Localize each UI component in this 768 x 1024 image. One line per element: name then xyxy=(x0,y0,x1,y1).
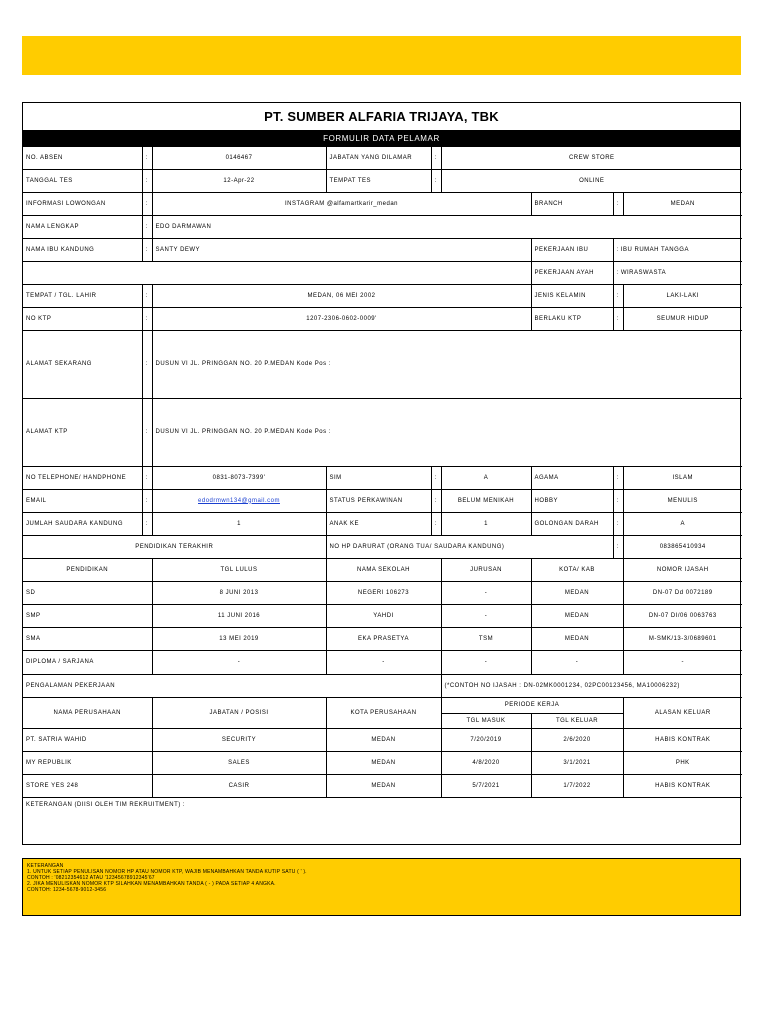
no-absen-value: 0146467 xyxy=(152,147,326,169)
informasi-label: INFORMASI LOWONGAN xyxy=(23,192,142,215)
end-date-header: TGL KELUAR xyxy=(531,713,623,728)
colon: : xyxy=(613,489,623,512)
school-name: EKA PRASETYA xyxy=(326,628,441,651)
city-header: KOTA PERUSAHAAN xyxy=(326,697,441,728)
position-header: JABATAN / POSISI xyxy=(152,697,326,728)
colon: : xyxy=(431,169,441,192)
period-header: PERIODE KERJA xyxy=(441,697,623,713)
city: MEDAN xyxy=(531,582,623,605)
table-row xyxy=(23,651,742,674)
city: MEDAN xyxy=(531,628,623,651)
end-date: 2/6/2020 xyxy=(531,728,623,751)
education-header: PENDIDIKAN xyxy=(23,559,152,582)
no-ktp-label: NO KTP xyxy=(23,307,142,330)
jenis-kelamin-value: LAKI-LAKI xyxy=(623,284,742,307)
graduation-date: 13 MEI 2019 xyxy=(152,628,326,651)
instructions-title: KETERANGAN xyxy=(27,863,64,869)
school-name: NEGERI 106273 xyxy=(326,582,441,605)
email-cell xyxy=(152,489,326,512)
anak-ke-label: ANAK KE xyxy=(326,512,431,535)
table-row xyxy=(23,728,742,751)
job-position: SALES xyxy=(152,751,326,774)
email-label: EMAIL xyxy=(23,489,142,512)
berlaku-ktp-value: SEUMUR HIDUP xyxy=(623,307,742,330)
pekerjaan-ayah-label: PEKERJAAN AYAH xyxy=(531,261,613,284)
applicant-form xyxy=(22,102,741,845)
end-date: 3/1/2021 xyxy=(531,751,623,774)
no-absen-label: NO. ABSEN xyxy=(23,147,142,169)
tanggal-tes-label: TANGGAL TES xyxy=(23,169,142,192)
instruction-line: 1. UNTUK SETIAP PENULISAN NOMOR HP ATAU NOMOR KTP, WAJIB MENAMBAHKAN TANDA KUTIP SATU ( ' ). xyxy=(27,869,307,875)
berlaku-ktp-label: BERLAKU KTP xyxy=(531,307,613,330)
start-date: 7/20/2019 xyxy=(441,728,531,751)
colon: : xyxy=(142,489,152,512)
education-header: NOMOR IJASAH xyxy=(623,559,742,582)
education-header: NAMA SEKOLAH xyxy=(326,559,441,582)
colon: : xyxy=(431,466,441,489)
pendidikan-terakhir-label: PENDIDIKAN TERAKHIR xyxy=(23,535,326,558)
alamat-sekarang-label: ALAMAT SEKARANG xyxy=(23,330,142,398)
jabatan-value: CREW STORE xyxy=(441,147,742,169)
company-city: MEDAN xyxy=(326,751,441,774)
job-position: CASIR xyxy=(152,774,326,797)
colon: : xyxy=(613,192,623,215)
leave-reason: PHK xyxy=(623,751,742,774)
certificate-example-note: (*CONTOH NO IJASAH : DN-02MK0001234, 02PC00123456, MA10006232) xyxy=(441,674,742,697)
colon: : xyxy=(142,238,152,261)
hobby-value: MENULIS xyxy=(623,489,742,512)
tempat-tes-label: TEMPAT TES xyxy=(326,169,431,192)
job-position: SECURITY xyxy=(152,728,326,751)
company-city: MEDAN xyxy=(326,728,441,751)
colon: : xyxy=(431,147,441,169)
table-row xyxy=(23,605,742,628)
education-header: JURUSAN xyxy=(441,559,531,582)
colon: : xyxy=(613,307,623,330)
colon: : xyxy=(142,307,152,330)
ibu-kandung-value: SANTY DEWY xyxy=(152,238,531,261)
company-header: NAMA PERUSAHAAN xyxy=(23,697,152,728)
education-table xyxy=(23,558,742,674)
table-row xyxy=(23,628,742,651)
major: - xyxy=(441,651,531,674)
no-ktp-value: 1207-2306-0602-0009' xyxy=(152,307,531,330)
pekerjaan-ayah-value: : WIRASWASTA xyxy=(613,261,742,284)
ttl-label: TEMPAT / TGL. LAHIR xyxy=(23,284,142,307)
pekerjaan-ibu-label: PEKERJAAN IBU xyxy=(531,238,613,261)
anak-ke-value: 1 xyxy=(441,512,531,535)
certificate-number: - xyxy=(623,651,742,674)
end-date: 1/7/2022 xyxy=(531,774,623,797)
graduation-date: - xyxy=(152,651,326,674)
school-name: YAHDI xyxy=(326,605,441,628)
applicant-data-table xyxy=(23,147,742,558)
start-date-header: TGL MASUK xyxy=(441,713,531,728)
alamat-sekarang-value: DUSUN VI JL. PRINGGAN NO. 20 P.MEDAN Kode Pos : xyxy=(152,330,742,398)
pekerjaan-ibu-value: : IBU RUMAH TANGGA xyxy=(613,238,742,261)
blank-cell xyxy=(23,261,531,284)
certificate-number: M-SMK/13-3/0689601 xyxy=(623,628,742,651)
telepon-value: 0831-8073-7399' xyxy=(152,466,326,489)
colon: : xyxy=(142,192,152,215)
major: - xyxy=(441,582,531,605)
education-level: SMP xyxy=(23,605,152,628)
telepon-label: NO TELEPHONE/ HANDPHONE xyxy=(23,466,142,489)
education-header: KOTA/ KAB xyxy=(531,559,623,582)
form-title: FORMULIR DATA PELAMAR xyxy=(23,131,740,147)
company-name: PT. SATRIA WAHID xyxy=(23,728,152,751)
colon: : xyxy=(613,512,623,535)
gol-darah-label: GOLONGAN DARAH xyxy=(531,512,613,535)
ibu-kandung-label: NAMA IBU KANDUNG xyxy=(23,238,142,261)
recruitment-notes-field: KETERANGAN (DIISI OLEH TIM REKRUITMENT) : xyxy=(23,797,742,844)
colon: : xyxy=(613,466,623,489)
ttl-value: MEDAN, 06 MEI 2002 xyxy=(152,284,531,307)
alamat-ktp-value: DUSUN VI JL. PRINGGAN NO. 20 P.MEDAN Kode Pos : xyxy=(152,398,742,466)
colon: : xyxy=(142,466,152,489)
top-banner xyxy=(22,36,741,75)
agama-value: ISLAM xyxy=(623,466,742,489)
agama-label: AGAMA xyxy=(531,466,613,489)
colon: : xyxy=(431,489,441,512)
city: MEDAN xyxy=(531,605,623,628)
graduation-date: 11 JUNI 2016 xyxy=(152,605,326,628)
instructions-box xyxy=(22,858,741,916)
city: - xyxy=(531,651,623,674)
tanggal-tes-value: 12-Apr-22 xyxy=(152,169,326,192)
colon: : xyxy=(613,284,623,307)
education-header-row xyxy=(23,559,742,582)
start-date: 4/8/2020 xyxy=(441,751,531,774)
hobby-label: HOBBY xyxy=(531,489,613,512)
colon: : xyxy=(142,147,152,169)
leave-reason: HABIS KONTRAK xyxy=(623,774,742,797)
table-row xyxy=(23,582,742,605)
company-name: STORE YES 248 xyxy=(23,774,152,797)
company-name: MY REPUBLIK xyxy=(23,751,152,774)
nama-value: EDO DARMAWAN xyxy=(152,215,742,238)
major: TSM xyxy=(441,628,531,651)
jenis-kelamin-label: JENIS KELAMIN xyxy=(531,284,613,307)
colon: : xyxy=(142,169,152,192)
major: - xyxy=(441,605,531,628)
saudara-value: 1 xyxy=(152,512,326,535)
education-level: SD xyxy=(23,582,152,605)
tempat-tes-value: ONLINE xyxy=(441,169,742,192)
colon: : xyxy=(142,512,152,535)
colon: : xyxy=(142,330,152,398)
certificate-number: DN-07 Dd 0072189 xyxy=(623,582,742,605)
hp-darurat-label: NO HP DARURAT (ORANG TUA/ SAUDARA KANDUNG) xyxy=(326,535,613,558)
status-value: BELUM MENIKAH xyxy=(441,489,531,512)
jabatan-label: JABATAN YANG DILAMAR xyxy=(326,147,431,169)
company-city: MEDAN xyxy=(326,774,441,797)
colon: : xyxy=(142,398,152,466)
education-header: TGL LULUS xyxy=(152,559,326,582)
start-date: 5/7/2021 xyxy=(441,774,531,797)
certificate-number: DN-07 DI/06 0063763 xyxy=(623,605,742,628)
colon: : xyxy=(431,512,441,535)
graduation-date: 8 JUNI 2013 xyxy=(152,582,326,605)
table-row xyxy=(23,751,742,774)
alamat-ktp-label: ALAMAT KTP xyxy=(23,398,142,466)
hp-darurat-value: 083865410934 xyxy=(623,535,742,558)
colon: : xyxy=(613,535,623,558)
sim-value: A xyxy=(441,466,531,489)
nama-label: NAMA LENGKAP xyxy=(23,215,142,238)
branch-value: MEDAN xyxy=(623,192,742,215)
colon: : xyxy=(142,215,152,238)
instruction-line: 2. JIKA MENULISKAN NOMOR KTP SILAHKAN MENAMBAHKAN TANDA ( - ) PADA SETIAP 4 ANGKA. xyxy=(27,881,276,887)
sim-label: SIM xyxy=(326,466,431,489)
table-row xyxy=(23,774,742,797)
experience-title: PENGALAMAN PEKERJAAN xyxy=(23,674,441,697)
education-level: SMA xyxy=(23,628,152,651)
informasi-value: INSTAGRAM @alfamartkarir_medan xyxy=(152,192,531,215)
instruction-line: CONTOH: 1234-5678-9012-3456 xyxy=(27,887,107,893)
reason-header: ALASAN KELUAR xyxy=(623,697,742,728)
experience-table xyxy=(23,674,742,844)
branch-label: BRANCH xyxy=(531,192,613,215)
saudara-label: JUMLAH SAUDARA KANDUNG xyxy=(23,512,142,535)
leave-reason: HABIS KONTRAK xyxy=(623,728,742,751)
education-level: DIPLOMA / SARJANA xyxy=(23,651,152,674)
gol-darah-value: A xyxy=(623,512,742,535)
status-label: STATUS PERKAWINAN xyxy=(326,489,431,512)
colon: : xyxy=(142,284,152,307)
school-name: - xyxy=(326,651,441,674)
company-title: PT. SUMBER ALFARIA TRIJAYA, TBK xyxy=(23,103,740,131)
instruction-line: CONTOH : '08212354612 ATAU '12345678912345'67 xyxy=(27,875,155,881)
email-link[interactable]: edodrmwn134@gmail.com xyxy=(198,497,280,504)
